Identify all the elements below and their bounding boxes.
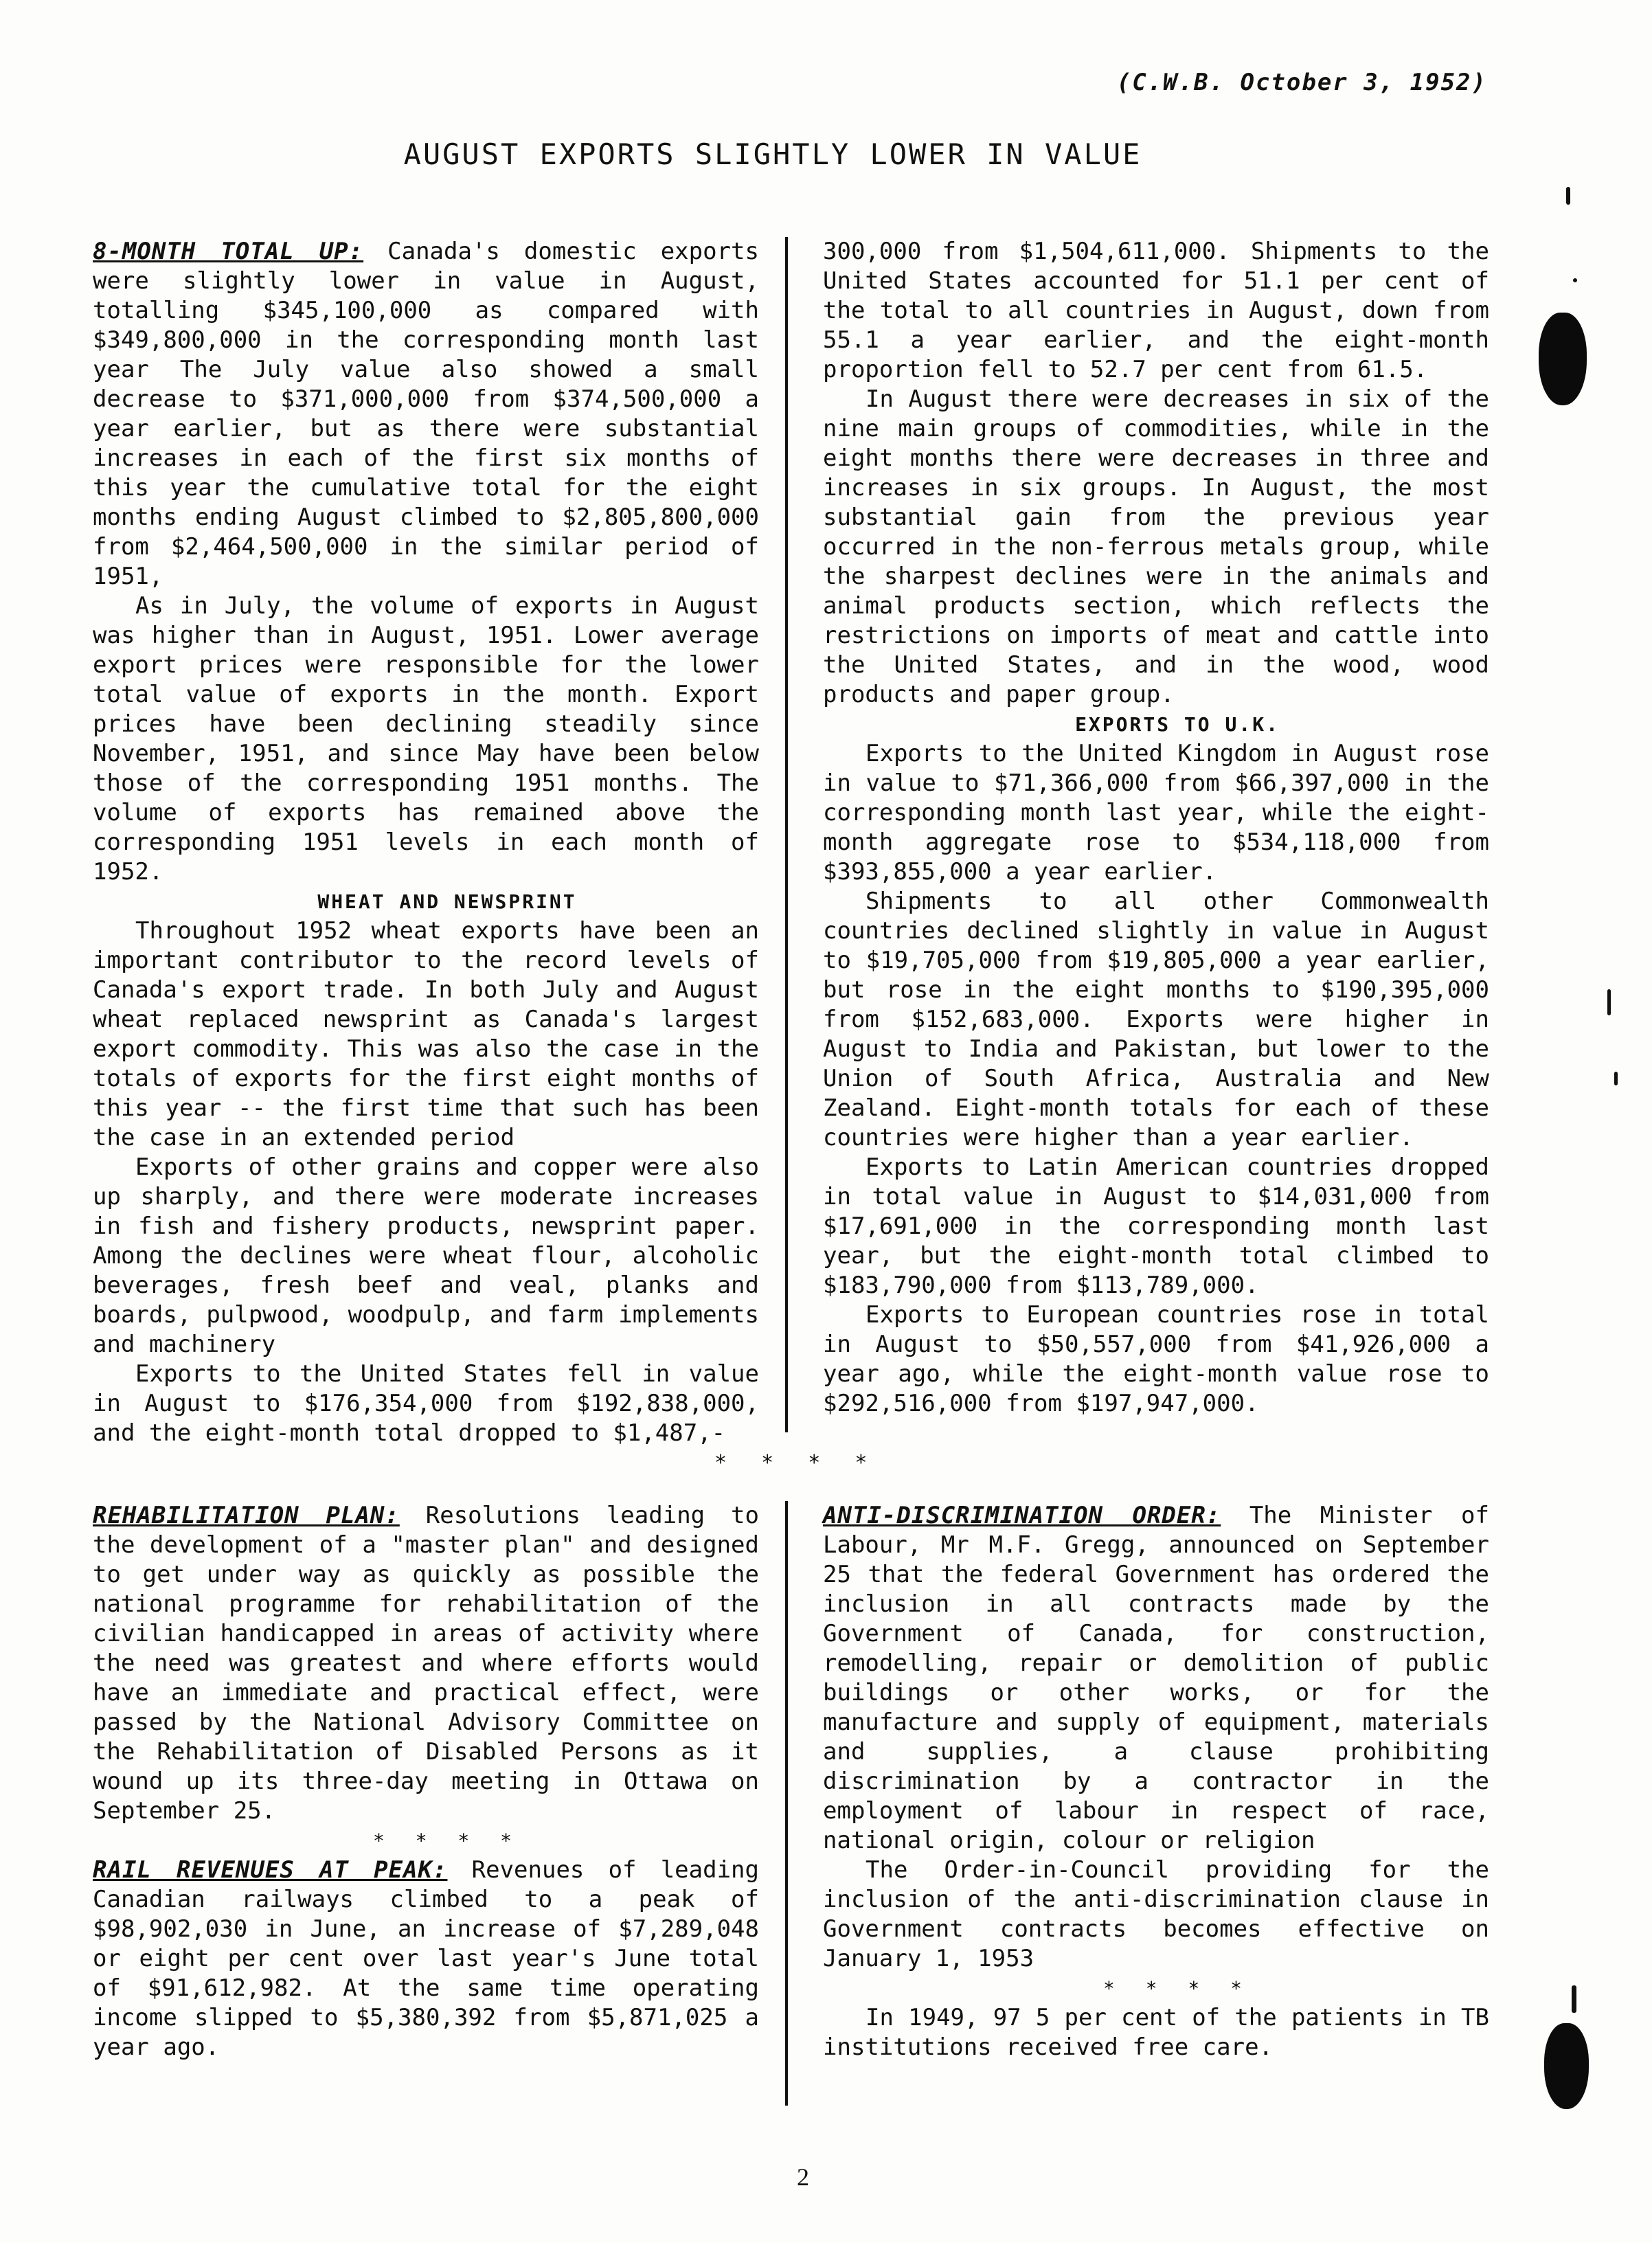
right-column: [823, 237, 1489, 1419]
article-title: AUGUST EXPORTS SLIGHTLY LOWER IN VALUE: [403, 137, 1142, 171]
punch-hole-bottom: [1544, 2023, 1589, 2109]
left-column: [93, 237, 759, 1448]
right-paragraph-6: Exports to European countries rose in total in August to $50,557,000 from $41,926,000 a year ago, while the eight-month value rose to $292,516,000 from $197,947,000.: [823, 1301, 1489, 1417]
column-rule-top: [785, 237, 788, 1432]
section-separator: * * * *: [714, 1451, 879, 1475]
right-paragraph-5: Exports to Latin American countries dropped in total value in August to $14,031,000 from $17,691,000 in the corresponding month last year, but the eight-month total climbed to $183,790,000 from $113,789,000.: [823, 1153, 1489, 1299]
tb-care-paragraph: In 1949, 97 5 per cent of the patients in TB institutions received free care.: [823, 2004, 1489, 2061]
scan-speck: [1607, 989, 1611, 1015]
scan-speck: [1573, 278, 1577, 282]
order-in-council-paragraph: The Order-in-Council providing for the inclusion of the anti-discrimination clause in Government contracts becomes effective on January 1, 1953: [823, 1856, 1489, 1972]
rehabilitation-item: REHABILITATION PLAN: Resolutions leading to the development of a "master plan" and designed to get under way as quickly as possible the national programme for rehabilitation of the civilian handicapped in areas of activity where the need was greatest and where efforts would have an immediate and practical effect, were passed by the National Advisory Committee on the Rehabilitation of Disabled Persons as it wound up its three-day meeting in Ottawa on September 25.: [93, 1502, 759, 1825]
punch-hole-top: [1539, 313, 1587, 405]
lower-left-column: [93, 1501, 759, 2062]
subhead-wheat-newsprint: WHEAT AND NEWSPRINT: [317, 890, 577, 913]
left-paragraph-1: 8-MONTH TOTAL UP: Canada's domestic exports were slightly lower in value in August, totalling $345,100,000 as compared with $349,800,000 in the corresponding month last year The July value also showed a small decrease to $371,000,000 from $374,500,000 a year earlier, but as there were substantial increases in each of the first six months of this year the cumulative total for the eight months ending August climbed to $2,805,800,000 from $2,464,500,000 in the similar period of 1951,: [93, 238, 759, 590]
page-number: 2: [797, 2163, 809, 2191]
scan-speck: [1572, 1985, 1576, 2013]
lead-rail-revenues: RAIL REVENUES AT PEAK:: [93, 1856, 448, 1884]
subhead-exports-uk: EXPORTS TO U.K.: [1075, 713, 1280, 736]
lead-8-month-total: 8-MONTH TOTAL UP:: [93, 238, 364, 265]
left-paragraph-4: Exports of other grains and copper were also up sharply, and there were moderate increases in fish and fishery products, newsprint paper. Among the declines were wheat flour, alcoholic beverages, fresh beef and veal, planks and boards, pulpwood, woodpulp, and farm implements and machinery: [93, 1153, 759, 1358]
anti-discrimination-item: ANTI-DISCRIMINATION ORDER: The Minister of Labour, Mr M.F. Gregg, announced on September 25 that the federal Government has ordered the inclusion in all contracts made by the Government of Canada, for construction, remodelling, repair or demolition of public buildings or other works, or for the manufacture and supply of equipment, materials and supplies, a clause prohibiting discrimination by a contractor in the employment of labour in respect of race, national origin, colour or religion: [823, 1502, 1489, 1854]
right-paragraph-3: Exports to the United Kingdom in August rose in value to $71,366,000 from $66,397,000 in the corresponding month last year, while the eight-month aggregate rose to $534,118,000 from $393,855,000 a year earlier.: [823, 740, 1489, 886]
scan-speck: [1566, 187, 1570, 205]
right-paragraph-1: 300,000 from $1,504,611,000. Shipments to the United States accounted for 51.1 per cent of the total to all countries in August, down from 55.1 a year earlier, and the eight-month proportion fell to 52.7 per cent from 61.5.: [823, 238, 1489, 383]
lead-anti-discrimination-order: ANTI-DISCRIMINATION ORDER:: [823, 1502, 1221, 1529]
scan-speck: [1614, 1072, 1618, 1085]
lower-right-column: [823, 1501, 1489, 2062]
left-paragraph-3: Throughout 1952 wheat exports have been an important contributor to the record levels of Canada's export trade. In both July and August wheat replaced newsprint as Canada's largest export commodity. This was also the case in the totals of exports for the first eight months of this year -- the first time that such has been the case in an extended period: [93, 917, 759, 1151]
lead-rehabilitation-plan: REHABILITATION PLAN:: [93, 1502, 400, 1529]
lower-right-separator: * * * *: [1102, 1977, 1252, 2000]
lower-left-separator: * * * *: [372, 1829, 521, 1852]
left-paragraph-2: As in July, the volume of exports in August was higher than in August, 1951. Lower average export prices were responsible for the lower total value of exports in the month. Export prices have been declining steadily since November, 1951, and since May have been below those of the corresponding 1951 months. The volume of exports has remained above the corresponding 1951 levels in each month of 1952.: [93, 592, 759, 886]
bulletin-citation: (C.W.B. October 3, 1952): [1116, 69, 1487, 96]
column-rule-bottom: [785, 1501, 788, 2106]
left-paragraph-5: Exports to the United States fell in value in August to $176,354,000 from $192,838,000, and the eight-month total dropped to $1,487,-: [93, 1360, 759, 1447]
right-paragraph-2: In August there were decreases in six of the nine main groups of commodities, while in the eight months there were decreases in three and increases in six groups. In August, the most substantial gain from the previous year occurred in the non-ferrous metals group, while the sharpest declines were in the animals and animal products section, which reflects the restrictions on imports of meat and cattle into the United States, and in the wood, wood products and paper group.: [823, 385, 1489, 708]
rail-revenues-item: RAIL REVENUES AT PEAK: Revenues of leading Canadian railways climbed to a peak of $98,902,030 in June, an increase of $7,289,048 or eight per cent over last year's June total of $91,612,982. At the same time operating income slipped to $5,380,392 from $5,871,025 a year ago.: [93, 1856, 759, 2061]
right-paragraph-4: Shipments to all other Commonwealth countries declined slightly in value in August to $19,705,000 from $19,805,000 a year earlier, but rose in the eight months to $190,395,000 from $152,683,000. Exports were higher in August to India and Pakistan, but lower to the Union of South Africa, Australia and New Zealand. Eight-month totals for each of these countries were higher than a year earlier.: [823, 888, 1489, 1151]
